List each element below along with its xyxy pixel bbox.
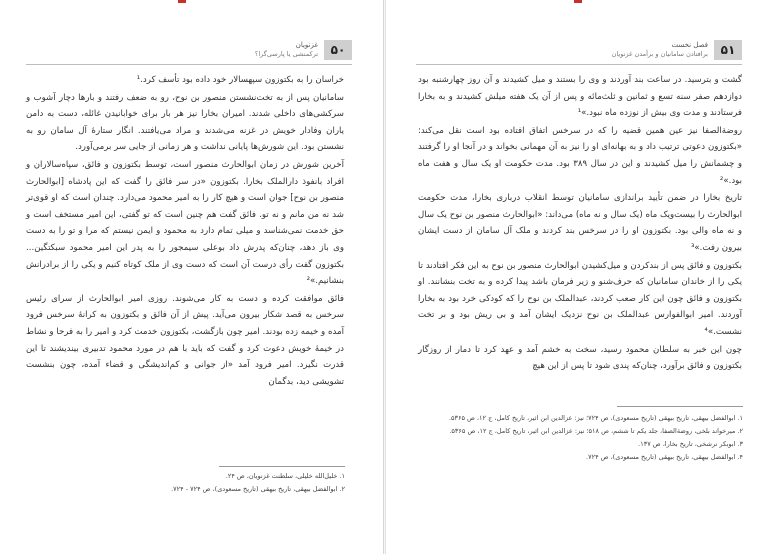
paragraph: روضةالصفا نیز عین همین قضیه را که در سرخس اتفاق افتاده بود است نقل می‌کند: «بکتوزون دعوتی ترتیب داد و به بهانه‌ای او را نیز به آن مهمانی بخواند و در آنجا او را گرفتند و چشمانش را میل کشیدند و این در سال ۳۸۹ بود. مدت حکومت او یک سال و هفت ماه بود.»² [418,125,742,186]
paragraph: فائق موافقت کرده و دست به کار می‌شوند. روزی امیر ابوالحارث از سرای رئیس سرخس به قصد شکار بیرون می‌آید. پیش از آن فائق و بکتوزون به کرانهٔ سرخس فرود آمده و خیمه زده بودند. امیر چون بازگشت، بکتوزون خدمت کرد و امیر را به فرحا و نشاط در خیمهٔ خویش دعوت کرد و گفت که باید با هم در مورد محمود تدبیری بیندیشند تا این قدرت نگیرد. امیر فرود آمد «از جوانی و کم‌اندیشگی و قضاء آمده، چون بنشست تشویشی دید، بدگمان [26,293,344,387]
paragraph: آخرین شورش در زمان ابوالحارث منصور است، توسط بکتوزون و فائق، سپاه‌سالاران و افراد بانفوذ دارالملک بخارا. بکتوزون «در سر فائق را گفت که این پادشاه [ابوالحارث منصور بن نوح] جوان است و هیچ کار را به امیر محمود می‌دارد. چندان است که او قوی‌تر شد نه من مانم و نه تو. فائق گفت هم چنین است که تو گفتی، این امیر مستخف است و حق خدمت نمی‌شناسد و میلی تمام دارد به محمود و ایمن نیستم که مرا و تو را به دست وی باز دهد، چنان‌که پدرش داد بوعلی سیمجور را به پدر این امیر محمود سبکتگین... بکتوزون گفت رأی درست آن است که دست وی از ملک کوتاه کنیم و یکی را از برادرانش بنشانیم.»² [26,159,344,287]
right-page [385,0,768,554]
footnote-divider [617,406,743,407]
paragraph: بکتوزون و فائق پس از بندکردن و میل‌کشیدن ابوالحارث منصور بن نوح به این فکر افتادند تا یکی را از خاندان سامانیان که حرف‌شنو و زیر فرمان باشد پیدا کرده و به تخت بنشانند. او بکتوزون و فائق چون این کار صعب کردند، عبدالملک بن نوح را که کودکی خرد بود به بخارا آوردند. امیر ابوالفوارس عبدالملک بن نوح نزدیک ایشان آمد و بی ریش بود و بر تخت نشست.»⁴ [418,260,742,337]
footnote: ۲. میرخواند بلخی، روضةالصفا، جلد یکم تا ششم، ص ۵۱۸؛ نیز: عزالدین ابن اثیر، تاریخ کامل، ج ۱۲، ص ۵۳۶۵. [449,427,743,435]
right-page-number: ۵۱ [714,40,742,60]
right-running-title: فصل نخست [671,41,708,49]
footnote: ۴. ابوالفضل بیهقی، تاریخ بیهقی (تاریخ مسعودی)، ص ۷۲۴. [586,453,743,461]
paragraph: چون این خبر به سلطان محمود رسید، سخت به خشم آمد و عهد کرد تا دمار از روزگار بکتوزون و فائق برآورد، چنان‌که پندی شود تا پس از این هیچ [418,344,742,372]
left-page-body [26,72,344,390]
footnote-divider [219,466,345,467]
footnote: ۱. خلیل‌الله خلیلی، سلطنت غزنویان، ص ۲۴. [225,472,345,480]
ribbon-marker [178,0,186,3]
ribbon-marker [574,0,582,3]
paragraph: تاریخ بخارا در ضمن تأیید براندازی سامانیان توسط انقلاب درباری بخارا، مدت حکومت ابوالحارث را بیست‌ویک ماه (یک سال و نه ماه) می‌داند: «ابوالحارث منصور بن نوح یک سال و نه ماه والی بود. بکتوزون او را در سرخس بند کردند و ملک آل سامان از دست ایشان بیرون رفت.»³ [418,193,742,253]
left-footnotes [45,470,345,496]
right-running-subtitle: برافتادن سامانیان و برآمدن غزنویان [611,50,708,58]
footnote: ۱. ابوالفضل بیهقی، تاریخ بیهقی (تاریخ مسعودی)، ص ۷۲۴؛ نیز: عزالدین ابن اثیر، تاریخ کامل، ج ۱۲، ص ۵۳۶۵. [448,414,743,422]
left-page-number: ۵۰ [324,40,352,60]
footnote: ۲. ابوالفضل بیهقی، تاریخ بیهقی (تاریخ مسعودی)، ص ۷۲۴ - ۷۲۴. [171,485,345,493]
left-page-header [26,40,352,65]
paragraph: گشت و بترسید. در ساعت بند آوردند و وی را بستند و میل کشیدند و آن روز چهارشنبه بود دوازدهم صفر سنه تسع و ثمانین و ثلث‌مائه و پس از آن یک هفته میلش کشیدند و به بخارا فرستادند و مدت وی بیش از نوزده ماه نبود.»¹ [418,75,742,119]
left-running-title: غزنویان [295,41,318,49]
right-page-body [418,72,742,375]
left-running-subtitle: ترکمنشی یا پارسی‌گرا؟ [254,50,318,58]
paragraph: خراسان را به بکتوزون سپهسالار خود داده بود تأسف کرد.¹ [136,75,344,85]
footnote: ۳. ابوبکر نرشخی، تاریخ بخارا، ص ۱۳۷. [638,440,743,448]
paragraph: سامانیان پس از به تخت‌نشستن منصور بن نوح، رو به ضعف رفتند و بارها دچار آشوب و سرکشی‌های داخلی شدند. امیران بخارا نیز هر بار برای خوابانیدن غائله، دست به دامن یاران وفادار خویش در غزنه می‌شدند و مراد می‌یافتند. انگار ستارهٔ آل سامان رو به نشستن بود. این شورش‌ها پایانی نداشت و هر زمانی از جایی سر برمی‌آورد. [26,92,344,153]
right-page-header [416,40,742,65]
right-footnotes [419,412,743,464]
